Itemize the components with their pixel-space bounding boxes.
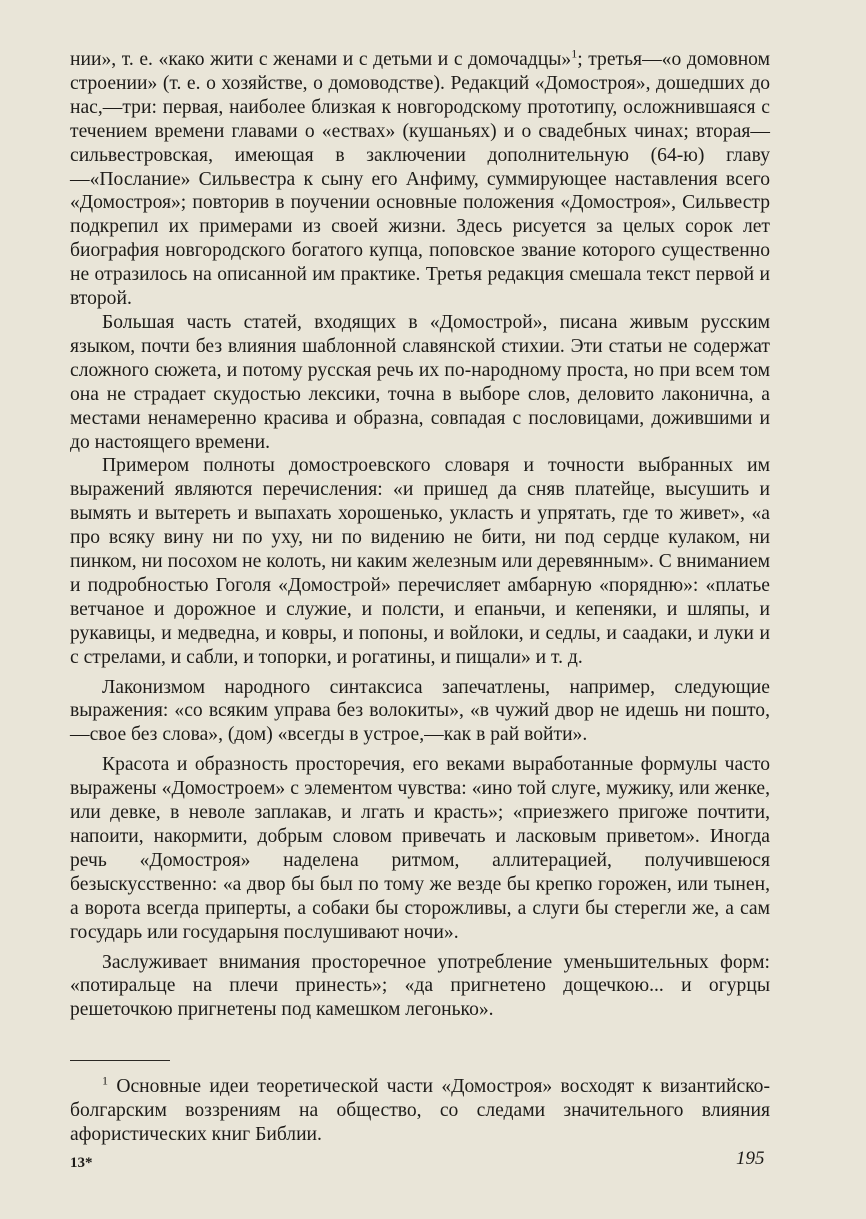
paragraph: Заслуживает внимания просторечное употребление уменьшительных форм: «потиральце на плечи принесть»; «да пригнетено дощечкою... и огурцы решеточкою пригнетены под камешком легонько». [70,951,770,1021]
footnote-text: Основные идеи теоретической части «Домостроя» восходят к византийско-болгарским воззрениям на общество, со следами значительного влияния афористических книг Библии. [70,1076,770,1146]
body-text [70,48,770,1022]
paragraph: Примером полноты домостроевского словаря и точности выбранных им выражений являются перечисления: «и пришед да сняв платейце, высушить и вымять и вытереть и выпахать хорошенько, укласть и упрятать, где то живет», «а про всяку вину ни по уху, ни по видению не бити, ни под сердце кулаком, ни пинком, ни посохом не колоть, ни каким железным или деревянным». С вниманием и подробностью Гоголя «Домострой» перечисляет амбарную «порядню»: «платье ветчаное и дорожное и служие, и полсти, и епаньчи, и кепеняки, и шляпы, и рукавицы, и медведна, и ковры, и попоны, и войлоки, и седлы, и саадаки, и луки и с стрелами, и сабли, и топорки, и рогатины, и пищали» и т. д. [70,455,770,668]
paragraph-text: нии», т. е. «како жити с женами и с детьми и с домочадцы» [70,49,572,70]
paragraph-continued [70,48,770,311]
footnote-divider [70,1060,170,1061]
page-number: 195 [736,1148,765,1169]
printer-signature: 13* [70,1155,93,1171]
paragraph: Красота и образность просторечия, его веками выработанные формулы часто выражены «Домостроем» с элементом чувства: «ино той слуге, мужику, или женке, или девке, в неволе заплакав, и лгать и красть»; «приезжего пригоже почтити, напоити, накормити, добрым словом привечать и ласковым приветом». Иногда речь «Домостроя» наделена ритмом, аллитерацией, получившеюся безыскусственно: «а двор бы был по тому же везде бы крепко горожен, или тынен, а ворота всегда приперты, а собаки бы сторожливы, а слуги бы стерегли же, а сам государь или государыня послушивают ночи». [70,754,770,943]
paragraph-text: ; третья—«о домовном строении» (т. е. о хозяйстве, о домоводстве). Редакций «Домостроя», дошедших до нас,—три: первая, наиболее близкая к новгородскому прототипу, осложнившаяся с течением времени главами о «ествах» (кушаньях) и о свадебных чинах; вторая—сильвестровская, имеющая в заключении дополнительную (64-ю) главу—«Послание» Сильвестра к сыну его Анфиму, суммирующее наставления всего «Домостроя»; повторив в поучении основные положения «Домостроя», Сильвестр подкрепил их примерами из своей жизни. Здесь рисуется за целых сорок лет биография новгородского богатого купца, поповское звание которого существенно не отразилось на описанной им практике. Третья редакция смешала текст первой и второй. [70,49,770,310]
footnote [70,1075,770,1147]
footnote-reference[interactable]: 1 [571,46,578,61]
footnote-marker: 1 [102,1073,108,1088]
paragraph: Большая часть статей, входящих в «Домострой», писана живым русским языком, почти без влияния шаблонной славянской стихии. Эти статьи не содержат сложного сюжета, и потому русская речь их по-народному проста, но при всем том она не страдает скудостью лексики, точна в выборе слов, деловито лаконична, а местами ненамеренно красива и образна, совпадая с пословицами, дожившими и до настоящего времени. [70,311,770,453]
paragraph: Лаконизмом народного синтаксиса запечатлены, например, следующие выражения: «со всяким управа без волокиты», «в чужий двор не идешь ни пошто,—свое без слова», (дом) «всегды в устрое,—как в рай войти». [70,676,770,746]
